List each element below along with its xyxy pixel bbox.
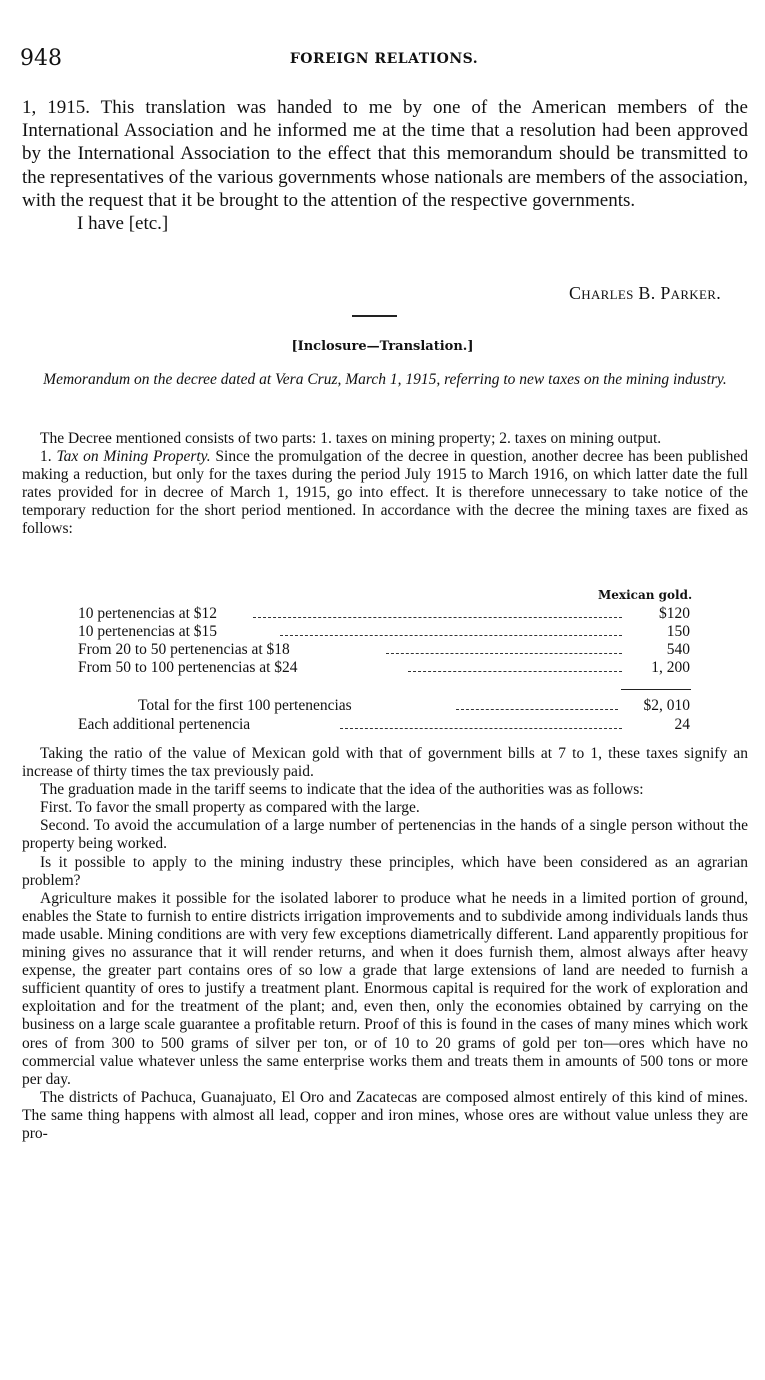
memo-paragraph: Agriculture makes it possible for the isolated laborer to produce what he needs in a limited portion of ground, enables the State to furnish to entire districts irrigation improvements and to subdivide among individuals lands thus made usable. Mining conditions are with very few exceptions diametrically different. Land apparently propitious for mining gives no assurance that it will render returns, and when it does furnish them, almost always after heavy expense, the greater part contains ores of so low a grade that large extensions of land are needed to furnish a sufficient quantity of ores to justify a treatment plant. Enormous capital is required for the work of exploration and exploitation and for the treatment of the plant; and, even then, only the economies obtained by carrying on the business on a large scale guarantee a profitable return. Proof of this is found in the cases of many mines which work ores of from 300 to 500 grams of silver per ton, or of 10 to 20 grams of gold per ton—ores which have no commercial value whatever unless the same enterprise works them and treats them in amounts of 500 tons or more per day. [22, 889, 748, 1088]
letter-paragraph: 1, 1915. This translation was handed to me by one of the American members of the International Association and he informed me at the time that a resolution had been approved by the International Association to the effect that this memorandum should be transmitted to the representatives of the various governments whose nationals are members of the association, with the request that it be brought to the attention of the respective governments. [22, 97, 748, 211]
section-divider [352, 315, 397, 317]
row-label: Total for the first 100 pertenencias [138, 697, 352, 714]
row-amount: $120 [659, 605, 690, 622]
table-row [78, 605, 690, 623]
inclosure-label: [Inclosure—Translation.] [291, 339, 474, 354]
memo-title: Memorandum on the decree dated at Vera Cruz, March 1, 1915, referring to new taxes on the mining industry. [43, 371, 727, 388]
leader-dots [386, 653, 622, 654]
page-header [20, 46, 748, 76]
memo-paragraph: First. To favor the small property as compared with the large. [40, 799, 420, 817]
row-amount: 150 [666, 623, 690, 640]
leader-dots [456, 709, 618, 710]
memo-paragraph: The graduation made in the tariff seems to indicate that the idea of the authorities was as follows: [40, 781, 644, 799]
sum-rule [621, 689, 691, 690]
paragraph-number: 1. [40, 448, 57, 466]
table-row [78, 641, 690, 659]
leader-dots [340, 728, 622, 729]
running-head: FOREIGN RELATIONS. [289, 51, 479, 67]
memo-paragraph: Is it possible to apply to the mining industry these principles, which have been considered as an agrarian problem? [22, 853, 748, 889]
paragraph-text: Since the promulgation of the decree in question, another decree has been published making a reduction, but only for the taxes during the period July 1915 to March 1916, on which latter date the full rates provided for in decree of March 1, 1915, go into effect. It is therefore unnecessary to take notice of the temporary reduction for the short period mentioned. In accordance with the decree the mining taxes are fixed as follows: [22, 448, 748, 538]
signature: Charles B. Parker. [568, 283, 721, 303]
page-number: 948 [20, 46, 62, 71]
row-label: Each additional pertenencia [78, 716, 251, 733]
table-row [78, 716, 690, 734]
row-label: From 50 to 100 pertenencias at $24 [78, 659, 298, 676]
leader-dots [280, 635, 622, 636]
leader-dots [253, 617, 622, 618]
letter-closing: I have [etc.] [77, 213, 169, 235]
row-label: From 20 to 50 pertenencias at $18 [78, 641, 290, 658]
row-amount: 1, 200 [651, 659, 690, 676]
table-row [78, 659, 690, 677]
memo-intro [22, 430, 748, 539]
table-column-header: Mexican gold. [598, 588, 693, 602]
memo-paragraph [22, 448, 748, 538]
table-row [78, 623, 690, 641]
letter-body [22, 96, 748, 235]
row-label: 10 pertenencias at $15 [78, 623, 218, 640]
memo-paragraph: Taking the ratio of the value of Mexican gold with that of government bills at 7 to 1, these taxes signify an increase of thirty times the tax previously paid. [22, 745, 748, 781]
section-heading: Tax on Mining Property. [56, 448, 211, 466]
memo-paragraph: The Decree mentioned consists of two parts: 1. taxes on mining property; 2. taxes on mining output. [40, 430, 662, 447]
memo-paragraph: The districts of Pachuca, Guanajuato, El Oro and Zacatecas are composed almost entirely of this kind of mines. The same thing happens with almost all lead, copper and iron mines, whose ores are without value unless they are pro- [22, 1088, 748, 1142]
row-amount: 540 [666, 641, 690, 658]
leader-dots [408, 671, 622, 672]
table-total-row [138, 697, 690, 715]
memo-body [22, 745, 748, 1143]
memo-paragraph: Second. To avoid the accumulation of a large number of pertenencias in the hands of a single person without the property being worked. [22, 817, 748, 853]
row-label: 10 pertenencias at $12 [78, 605, 218, 622]
row-amount: $2, 010 [643, 697, 690, 714]
row-amount: 24 [674, 716, 690, 733]
